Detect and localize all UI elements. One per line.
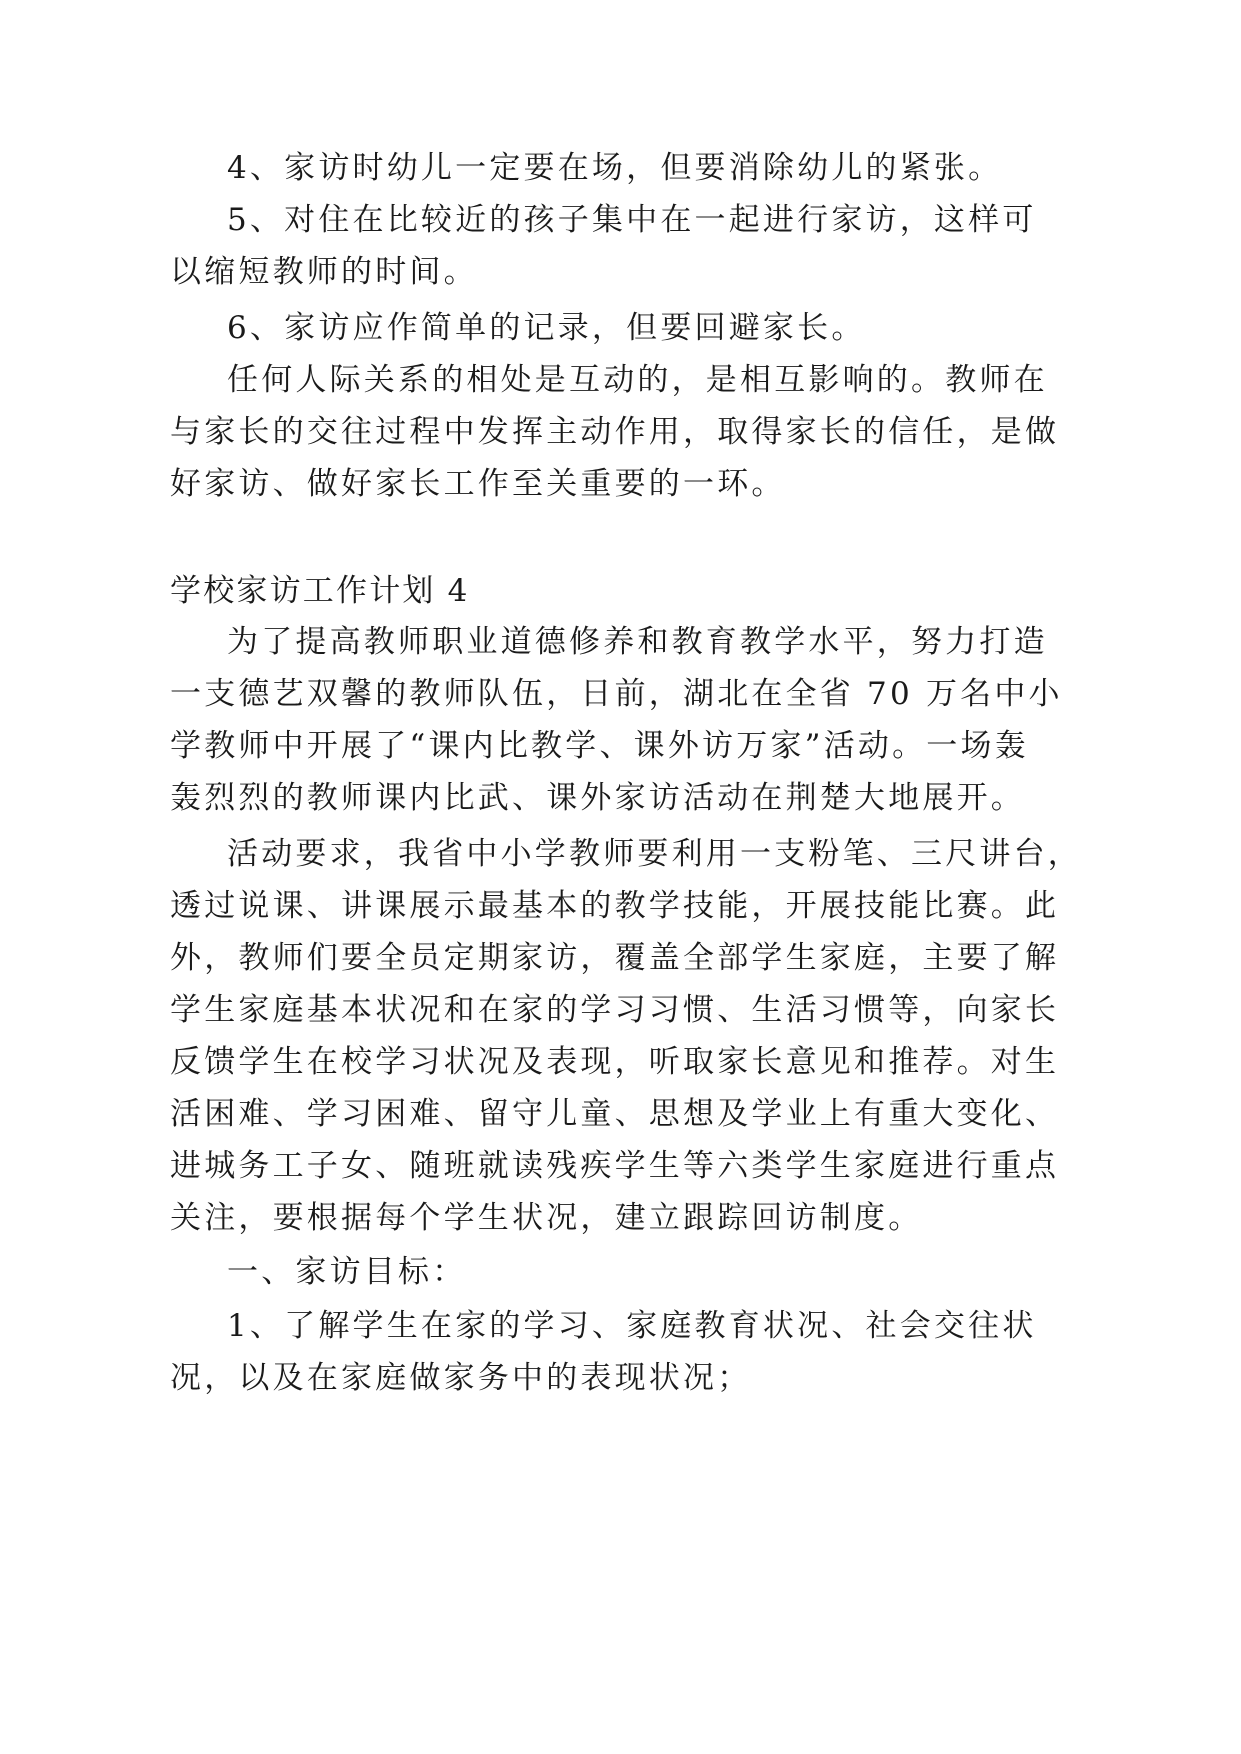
requirements-paragraph-line-4: 学生家庭基本状况和在家的学习习惯、生活习惯等，向家长 bbox=[170, 992, 1060, 1028]
list-item-5-line-2: 以缩短教师的时间。 bbox=[170, 254, 478, 290]
intro-paragraph-line-2: 一支德艺双馨的教师队伍，日前，湖北在全省 70 万名中小 bbox=[170, 676, 1063, 712]
intro-paragraph-line-3: 学教师中开展了“课内比教学、课外访万家”活动。一场轰 bbox=[170, 728, 1029, 764]
requirements-paragraph-line-2: 透过说课、讲课展示最基本的教学技能，开展技能比赛。此 bbox=[170, 888, 1060, 924]
list-item-5-line-1: 5、对住在比较近的孩子集中在一起进行家访，这样可 bbox=[227, 202, 1037, 238]
requirements-paragraph-line-8: 关注，要根据每个学生状况，建立跟踪回访制度。 bbox=[170, 1200, 923, 1236]
requirements-paragraph-line-6: 活困难、学习困难、留守儿童、思想及学业上有重大变化、 bbox=[170, 1096, 1060, 1132]
section-title: 学校家访工作计划 4 bbox=[170, 573, 470, 609]
list-item-4: 4、家访时幼儿一定要在场，但要消除幼儿的紧张。 bbox=[227, 150, 1003, 186]
intro-paragraph-line-4: 轰烈烈的教师课内比武、课外家访活动在荆楚大地展开。 bbox=[170, 780, 1025, 816]
conclusion-line-1: 任何人际关系的相处是互动的，是相互影响的。教师在 bbox=[227, 362, 1048, 398]
conclusion-line-2: 与家长的交往过程中发挥主动作用，取得家长的信任，是做 bbox=[170, 414, 1060, 450]
requirements-paragraph-line-7: 进城务工子女、随班就读残疾学生等六类学生家庭进行重点 bbox=[170, 1148, 1060, 1184]
requirements-paragraph-line-3: 外，教师们要全员定期家访，覆盖全部学生家庭，主要了解 bbox=[170, 940, 1060, 976]
list-item-6: 6、家访应作简单的记录，但要回避家长。 bbox=[227, 310, 866, 346]
requirements-paragraph-line-1: 活动要求，我省中小学教师要利用一支粉笔、三尺讲台， bbox=[227, 836, 1082, 872]
goal-1-line-2: 况，以及在家庭做家务中的表现状况； bbox=[170, 1360, 752, 1396]
goals-heading: 一、家访目标： bbox=[227, 1254, 467, 1290]
conclusion-line-3: 好家访、做好家长工作至关重要的一环。 bbox=[170, 466, 786, 502]
goal-1-line-1: 1、了解学生在家的学习、家庭教育状况、社会交往状 bbox=[227, 1308, 1037, 1344]
requirements-paragraph-line-5: 反馈学生在校学习状况及表现，听取家长意见和推荐。对生 bbox=[170, 1044, 1060, 1080]
intro-paragraph-line-1: 为了提高教师职业道德修养和教育教学水平，努力打造 bbox=[227, 624, 1048, 660]
